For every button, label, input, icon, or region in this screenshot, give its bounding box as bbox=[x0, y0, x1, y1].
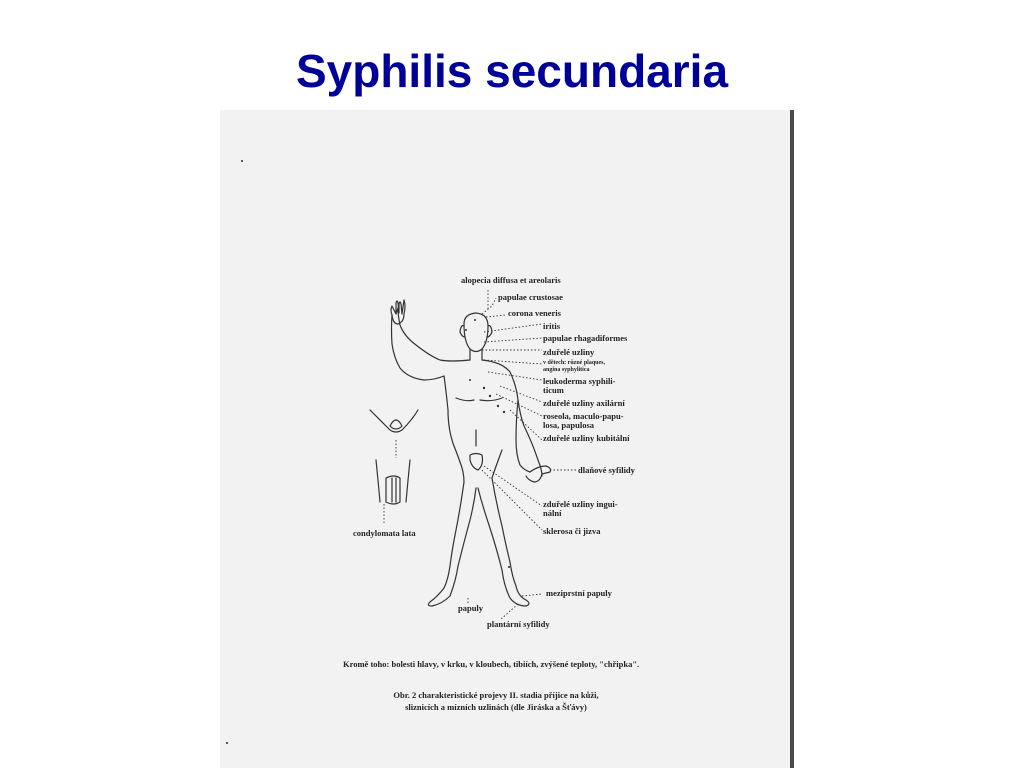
label-dlanove: dlaňové syfilidy bbox=[578, 465, 635, 475]
label-uzliny: zduřelé uzliny bbox=[543, 347, 595, 357]
figure-caption-line1: Obr. 2 charakteristické projevy II. stadia příjice na kůži, bbox=[393, 690, 599, 700]
figure-note: Kromě toho: bolesti hlavy, v krku, v kloubech, tibiích, zvýšené teploty, "chřipka". bbox=[343, 659, 640, 669]
label-papulae-rhagadiformes: papulae rhagadiformes bbox=[543, 333, 628, 343]
scan-speck bbox=[241, 160, 243, 162]
label-condylomata: condylomata lata bbox=[353, 528, 416, 538]
label-sklerosa: sklerosa či jizva bbox=[543, 526, 601, 536]
label-iritis: iritis bbox=[543, 321, 560, 331]
raised-arm bbox=[398, 308, 470, 361]
scan-speck bbox=[508, 566, 510, 568]
inset-lower bbox=[376, 460, 410, 504]
hanging-arm bbox=[516, 400, 530, 472]
label-plantarni: plantární syfilidy bbox=[487, 619, 550, 629]
label-papuly: papuly bbox=[458, 603, 484, 613]
label-corona-veneris: corona veneris bbox=[508, 308, 561, 318]
label-axilarni: zduřelé uzliny axilární bbox=[543, 398, 625, 408]
label-roseola-2: losa, papulosa bbox=[543, 420, 595, 430]
figure-caption-line2: sliznicích a mízních uzlinách (dle Jiráska a Šťávy) bbox=[405, 702, 587, 712]
torso bbox=[482, 360, 542, 476]
label-u-deti-2: angina syphylitica bbox=[543, 367, 590, 373]
label-inguinalni-2: nální bbox=[543, 508, 562, 518]
label-alopecia: alopecia diffusa et areolaris bbox=[461, 275, 561, 285]
label-meziprstni: meziprstní papuly bbox=[546, 588, 612, 598]
label-roseola-1: roseola, maculo-papu- bbox=[543, 411, 624, 421]
label-papulae-crustosae: papulae crustosae bbox=[498, 292, 563, 302]
label-inguinalni-1: zduřelé uzliny ingui- bbox=[543, 499, 618, 509]
label-kubitalni: zduřelé uzliny kubitální bbox=[543, 433, 630, 443]
slide-title: Syphilis secundaria bbox=[295, 45, 729, 97]
left-leg bbox=[428, 482, 476, 606]
label-leukoderma-1: leukoderma syphili- bbox=[543, 376, 616, 386]
right-leg bbox=[478, 478, 529, 606]
scan-speck bbox=[226, 742, 228, 744]
label-leukoderma-2: ticum bbox=[543, 385, 564, 395]
genital-area bbox=[470, 454, 483, 471]
label-u-deti-1: v dětech: různé plaques, bbox=[543, 360, 605, 366]
